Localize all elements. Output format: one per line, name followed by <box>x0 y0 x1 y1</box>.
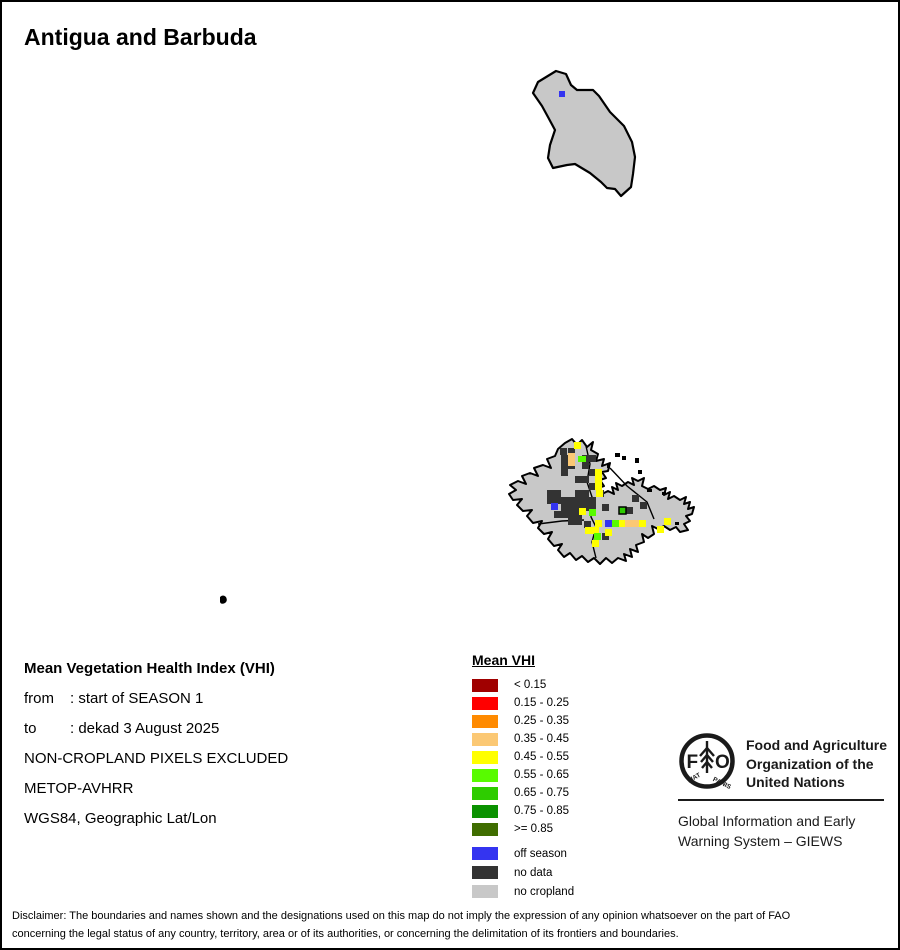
vhi-cell <box>589 497 596 504</box>
legend-row <box>472 748 574 766</box>
info-label-from: from <box>24 690 54 707</box>
vhi-cell <box>561 497 568 504</box>
disclaimer <box>12 907 790 943</box>
vhi-cell <box>605 529 612 536</box>
legend-label: 0.25 - 0.35 <box>514 715 569 727</box>
vhi-cell <box>568 518 575 525</box>
info-value-from: : start of SEASON 1 <box>70 690 204 707</box>
svg-text:FIAT: FIAT <box>686 771 702 785</box>
legend-swatch <box>472 715 498 728</box>
vhi-cell <box>632 520 639 527</box>
legend-label: 0.55 - 0.65 <box>514 769 569 781</box>
vhi-cell <box>592 540 599 547</box>
legend-swatch <box>472 805 498 818</box>
legend-classes <box>472 676 574 838</box>
antigua-island <box>509 439 694 564</box>
vhi-cell <box>568 453 575 466</box>
legend <box>472 652 574 901</box>
vhi-cell <box>612 520 619 527</box>
vhi-cell <box>575 476 582 483</box>
legend-row <box>472 882 574 901</box>
vhi-cell <box>589 509 596 516</box>
legend-swatch <box>472 751 498 764</box>
vhi-cell <box>592 527 599 534</box>
info-row-to <box>24 714 288 744</box>
legend-row <box>472 784 574 802</box>
vhi-cell <box>582 497 589 504</box>
vhi-cell <box>582 490 589 497</box>
legend-swatch <box>472 787 498 800</box>
legend-label: >= 0.85 <box>514 823 554 835</box>
legend-label: < 0.15 <box>514 679 547 691</box>
vhi-cell <box>632 495 639 502</box>
vhi-cell <box>551 503 558 510</box>
legend-title: Mean VHI <box>472 652 536 668</box>
fao-block <box>678 731 887 792</box>
legend-label: 0.35 - 0.45 <box>514 733 569 745</box>
info-row-from <box>24 684 288 714</box>
svg-text:O: O <box>715 752 730 773</box>
svg-text:F: F <box>686 752 699 773</box>
vhi-cell <box>594 533 601 540</box>
vhi-cell <box>561 504 568 511</box>
vhi-cell <box>568 497 575 504</box>
vhi-cell <box>640 502 647 509</box>
vhi-cell <box>579 508 586 515</box>
legend-label: 0.75 - 0.85 <box>514 805 569 817</box>
vhi-cell <box>596 490 603 497</box>
legend-swatch <box>472 847 498 860</box>
legend-swatch <box>472 823 498 836</box>
page-title: Antigua and Barbuda <box>24 24 257 50</box>
vhi-cell <box>547 497 554 504</box>
vhi-cell <box>554 497 561 504</box>
legend-extras <box>472 844 574 901</box>
vhi-cell <box>619 507 626 514</box>
vhi-cell <box>568 511 575 518</box>
vhi-cell <box>657 526 664 533</box>
info-block <box>24 654 288 834</box>
info-label-to: to <box>24 720 37 737</box>
vhi-cell <box>582 462 589 469</box>
legend-row <box>472 802 574 820</box>
vhi-cell <box>595 469 602 476</box>
vhi-cell <box>561 455 568 462</box>
info-heading: Mean Vegetation Health Index (VHI) <box>24 660 275 677</box>
vhi-cell <box>547 490 554 497</box>
vhi-cell <box>554 511 561 518</box>
svg-text:PANIS: PANIS <box>711 776 733 791</box>
barbuda-island <box>533 71 635 196</box>
vhi-cell <box>595 483 602 490</box>
vhi-cell <box>595 476 602 483</box>
vhi-cell <box>589 483 596 490</box>
legend-row <box>472 863 574 882</box>
fao-divider <box>678 799 884 801</box>
vhi-cell <box>574 442 581 449</box>
legend-label: no cropland <box>514 885 575 898</box>
vhi-cell <box>575 518 582 525</box>
legend-label: 0.15 - 0.25 <box>514 697 569 709</box>
vhi-cell <box>664 518 671 525</box>
info-value-to: : dekad 3 August 2025 <box>70 720 220 737</box>
disclaimer-line-2: concerning the legal status of any country, territory, area or of its authorities, or concerning the delimitation of its frontiers and boundaries. <box>12 928 679 940</box>
redonda-island <box>220 596 227 604</box>
legend-row <box>472 694 574 712</box>
fao-logo-icon <box>678 731 736 791</box>
vhi-cell <box>626 507 633 514</box>
legend-row <box>472 730 574 748</box>
vhi-cell <box>575 497 582 504</box>
vhi-cell <box>561 469 568 476</box>
legend-row <box>472 766 574 784</box>
legend-swatch <box>472 679 498 692</box>
legend-swatch <box>472 697 498 710</box>
vhi-cell <box>589 469 596 476</box>
vhi-cell <box>602 504 609 511</box>
vhi-cell <box>619 520 626 527</box>
vhi-cell <box>560 448 567 455</box>
vhi-cell <box>568 504 575 511</box>
legend-label: 0.45 - 0.55 <box>514 751 569 763</box>
vhi-cell <box>639 520 646 527</box>
disclaimer-line-1: Disclaimer: The boundaries and names shown and the designations used on this map do not imply the expression of any opinion whatsoever on the part of FAO <box>12 910 791 922</box>
giews-caption: Global Information and Early Warning System – GIEWS <box>678 813 856 849</box>
vhi-cell <box>554 490 561 497</box>
info-line-projection: WGS84, Geographic Lat/Lon <box>24 810 217 827</box>
legend-row <box>472 676 574 694</box>
vhi-cell <box>559 91 565 97</box>
legend-swatch <box>472 885 498 898</box>
vhi-cell <box>561 511 568 518</box>
vhi-cell <box>582 476 589 483</box>
legend-row <box>472 712 574 730</box>
info-line-sensor: METOP-AVHRR <box>24 780 134 797</box>
vhi-cell <box>625 520 632 527</box>
legend-swatch <box>472 733 498 746</box>
legend-swatch <box>472 769 498 782</box>
vhi-cell <box>575 490 582 497</box>
vhi-cell <box>605 520 612 527</box>
wheat-ear <box>700 741 714 773</box>
vhi-cell <box>584 521 591 528</box>
legend-row <box>472 820 574 838</box>
vhi-cell <box>595 520 602 527</box>
vhi-cell <box>578 456 586 462</box>
info-line-noncropland: NON-CROPLAND PIXELS EXCLUDED <box>24 750 289 767</box>
vhi-cell <box>561 462 568 469</box>
legend-swatch <box>472 866 498 879</box>
vhi-cell <box>585 527 592 534</box>
legend-label: off season <box>514 847 567 860</box>
legend-label: no data <box>514 866 553 879</box>
legend-label: 0.65 - 0.75 <box>514 787 569 799</box>
legend-row <box>472 844 574 863</box>
fao-org-name: Food and Agriculture Organization of the United Nations <box>746 737 888 790</box>
vhi-cell <box>589 455 596 462</box>
